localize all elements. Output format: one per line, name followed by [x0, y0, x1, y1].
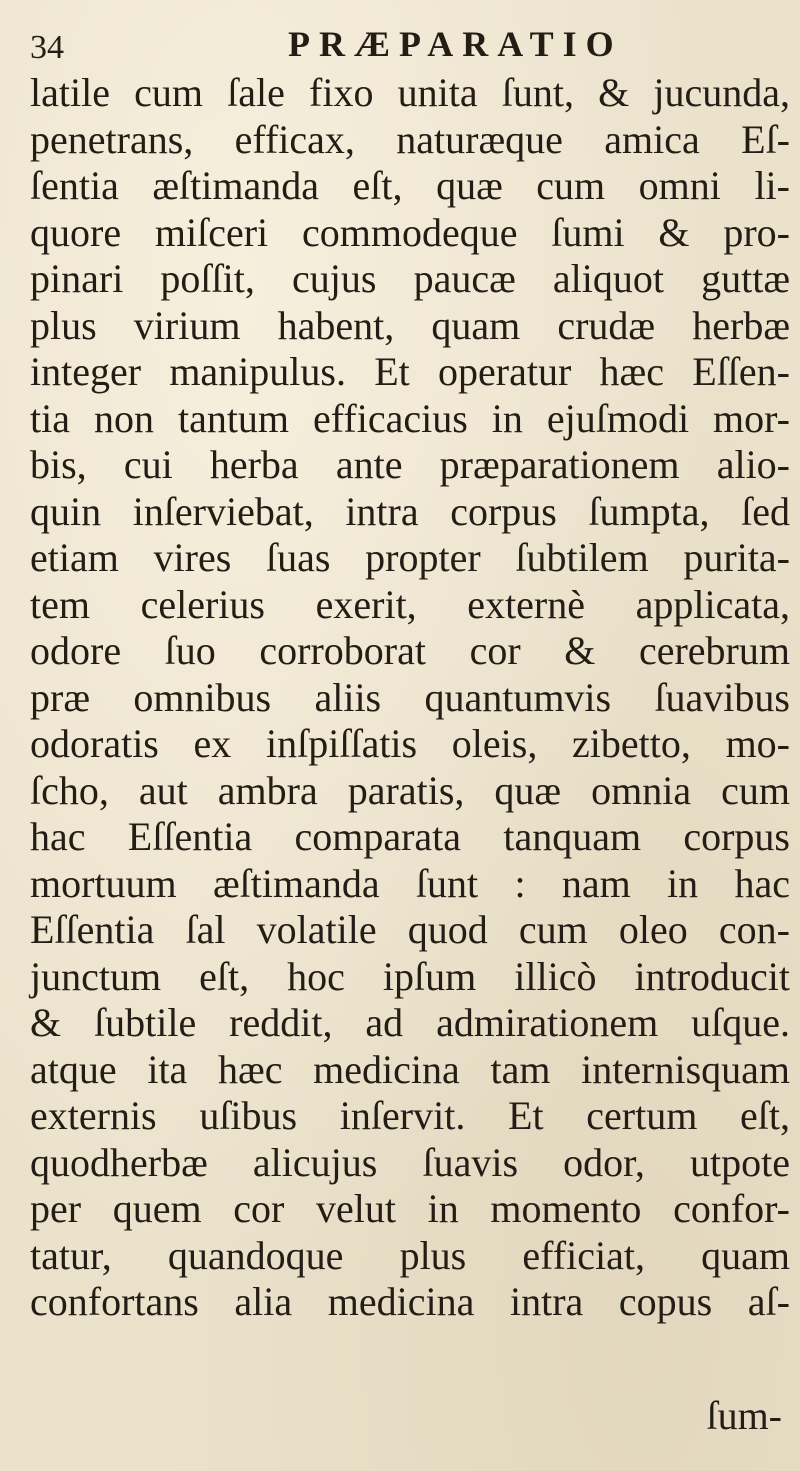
body-text [30, 70, 790, 1326]
text-line: integer manipulus. Et operatur hæc Eſſen- [30, 349, 790, 394]
catchword-row [30, 1393, 790, 1439]
page-header [30, 22, 760, 70]
text-line: mortuum æſtimanda ſunt : nam in hac [30, 860, 790, 906]
text-line: tia non tantum efficacius in ejuſmodi mor- [30, 395, 790, 441]
page-number: 34 [30, 29, 64, 66]
text-line: quin inſerviebat, intra corpus ſumpta, ſed [30, 488, 790, 534]
text-line: præ omnibus aliis quantumvis ſuavibus [30, 674, 790, 720]
text-line: ſcho, aut ambra paratis, quæ omnia cum [30, 767, 790, 813]
text-line: quodherbæ alicujus ſuavis odor, utpote [30, 1139, 790, 1185]
text-line: odoratis ex inſpiſſatis oleis, zibetto, mo- [30, 721, 790, 766]
text-line: tatur, quandoque plus efficiat, quam [30, 1232, 790, 1278]
text-line: per quem cor velut in momento confor- [30, 1186, 790, 1231]
text-line: odore ſuo corroborat cor & cerebrum [30, 628, 790, 673]
text-line: penetrans, efficax, naturæque amica Eſ- [30, 116, 790, 162]
text-line: junctum eſt, hoc ipſum illicò introducit [30, 953, 790, 999]
text-line: confortans alia medicina intra copus aſ- [30, 1279, 790, 1324]
text-line: externis uſibus inſervit. Et certum eſt, [30, 1093, 790, 1138]
text-line: etiam vires ſuas propter ſubtilem purita- [30, 535, 790, 580]
text-line: atque ita hæc medicina tam internisquam [30, 1046, 790, 1092]
text-line: pinari poſſit, cujus paucæ aliquot guttæ [30, 256, 790, 301]
text-line: ſentia æſtimanda eſt, quæ cum omni li- [30, 163, 790, 208]
text-line: & ſubtile reddit, ad admirationem uſque. [30, 1000, 790, 1045]
running-head: PRÆPARATIO [288, 24, 623, 64]
text-line: tem celerius exerit, externè applicata, [30, 581, 790, 627]
text-line: hac Eſſentia comparata tanquam corpus [30, 814, 790, 859]
text-line: bis, cui herba ante præparationem alio- [30, 442, 790, 487]
text-line: Eſſentia ſal volatile quod cum oleo con- [30, 907, 790, 952]
text-line: latile cum ſale fixo unita ſunt, & jucunda, [30, 70, 790, 115]
catchword: ſum- [706, 1393, 782, 1438]
text-line: quore miſceri commodeque ſumi & pro- [30, 209, 790, 255]
text-line: plus virium habent, quam crudæ herbæ [30, 302, 790, 348]
